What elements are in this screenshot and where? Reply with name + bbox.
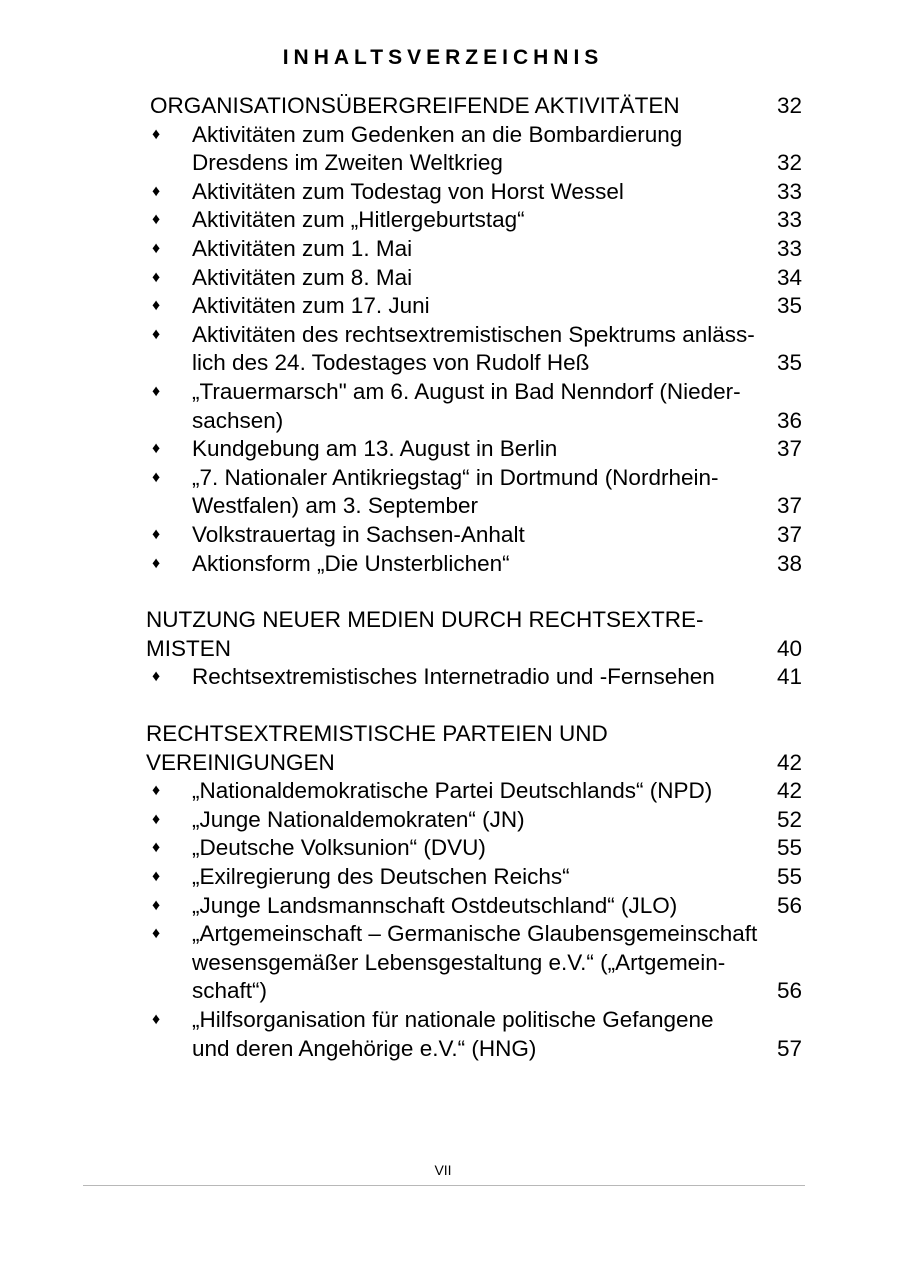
toc-entry-text: Aktivitäten zum Todestag von Horst Wessel: [192, 178, 624, 204]
toc-entry-text: „Exilregierung des Deutschen Reichs“: [192, 864, 570, 889]
toc-entry-text: lich des 24. Todestages von Rudolf Heß: [192, 350, 590, 376]
bullet-icon: ♦: [152, 782, 161, 800]
toc-entry-page-number: 32: [776, 150, 802, 176]
toc-entry-text: schaft“): [192, 978, 268, 1004]
toc-entry-text: Aktivitäten zum 17. Juni: [192, 293, 430, 319]
toc-entry-page-number: 52: [776, 806, 802, 832]
bullet-icon: ♦: [152, 125, 161, 143]
bullet-icon: ♦: [152, 268, 161, 286]
toc-entry-page-number: 33: [776, 236, 802, 261]
toc-entry-page-number: 42: [776, 778, 802, 804]
toc-entry-page-number: 56: [776, 978, 802, 1004]
toc-entry-text: Westfalen) am 3. September: [192, 493, 478, 519]
toc-entry-page-number: 38: [776, 550, 802, 576]
toc-entry-page-number: 55: [776, 864, 802, 889]
toc-entry-text: Volkstrauertag in Sachsen-Anhalt: [192, 522, 525, 547]
bullet-icon: ♦: [152, 440, 161, 458]
bullet-icon: ♦: [152, 839, 161, 857]
toc-entry-text: wesensgemäßer Lebensgestaltung e.V.“ („Artgemein-: [192, 949, 726, 975]
toc-entry-page-number: 37: [776, 436, 802, 462]
toc-entry-text: Aktionsform „Die Unsterblichen“: [192, 550, 510, 576]
toc-entry-page-number: 33: [776, 207, 802, 233]
toc-entry-text: Kundgebung am 13. August in Berlin: [192, 436, 558, 462]
section-page-number: 42: [776, 749, 802, 775]
bullet-icon: ♦: [152, 383, 161, 400]
toc-entry-text: Aktivitäten des rechtsextremistischen Spektrums anläss-: [192, 321, 755, 347]
toc-entry-text: „Nationaldemokratische Partei Deutschlands“ (NPD): [192, 778, 713, 804]
toc-entry-text: Aktivitäten zum „Hitlergeburtstag“: [192, 207, 525, 233]
toc-entry-text: „Artgemeinschaft – Germanische Glaubensgemeinschaft: [192, 921, 758, 947]
section-page-number: 32: [776, 93, 802, 118]
section-heading: MISTEN: [146, 635, 232, 661]
toc-entry-text: Rechtsextremistisches Internetradio und -Fernsehen: [192, 664, 715, 690]
section-page-number: 40: [776, 635, 802, 661]
toc-entry-text: Aktivitäten zum Gedenken an die Bombardierung: [192, 121, 683, 147]
toc-entry-page-number: 41: [776, 664, 802, 690]
toc-entry-text: „Trauermarsch" am 6. August in Bad Nenndorf (Nieder-: [192, 379, 741, 404]
toc-entry-text: „Junge Nationaldemokraten“ (JN): [192, 806, 525, 832]
bullet-icon: ♦: [152, 211, 161, 229]
bullet-icon: ♦: [152, 240, 161, 257]
toc-entry-page-number: 55: [776, 835, 802, 861]
toc-entry-text: „Junge Landsmannschaft Ostdeutschland“ (JLO): [192, 892, 678, 918]
footer-page-number: VII: [434, 1162, 452, 1178]
bullet-icon: ♦: [152, 526, 161, 543]
bullet-icon: ♦: [152, 554, 161, 572]
toc-entry-page-number: 33: [776, 178, 802, 204]
bullet-icon: ♦: [152, 468, 161, 486]
toc-entry-page-number: 37: [776, 522, 802, 547]
bullet-icon: ♦: [152, 810, 161, 828]
section-heading: VEREINIGUNGEN: [146, 749, 335, 775]
toc-entry-page-number: 34: [776, 264, 802, 290]
page-title: INHALTSVERZEICHNIS: [282, 46, 604, 69]
bullet-icon: ♦: [152, 297, 161, 315]
bullet-icon: ♦: [152, 925, 161, 943]
bullet-icon: ♦: [152, 1011, 161, 1028]
bullet-icon: ♦: [152, 868, 161, 885]
bullet-icon: ♦: [152, 668, 161, 686]
toc-entry-page-number: 35: [776, 293, 802, 319]
toc-entry-page-number: 37: [776, 493, 802, 519]
bullet-icon: ♦: [152, 896, 161, 914]
toc-entry-text: sachsen): [192, 407, 284, 433]
toc-entry-text: und deren Angehörige e.V.“ (HNG): [192, 1035, 537, 1061]
toc-entry-text: Aktivitäten zum 1. Mai: [192, 236, 413, 261]
toc-entry-text: „Hilfsorganisation für nationale politische Gefangene: [192, 1007, 714, 1032]
toc-entry-text: „7. Nationaler Antikriegstag“ in Dortmund (Nordrhein-: [192, 464, 719, 490]
toc-entry-text: Dresdens im Zweiten Weltkrieg: [192, 150, 503, 176]
toc-entry-page-number: 36: [776, 407, 802, 433]
section-heading: ORGANISATIONSÜBERGREIFENDE AKTIVITÄTEN: [150, 93, 680, 118]
section-heading: RECHTSEXTREMISTISCHE PARTEIEN UND: [146, 721, 608, 746]
toc-entry-text: Aktivitäten zum 8. Mai: [192, 264, 413, 290]
toc-entry-page-number: 35: [776, 350, 802, 376]
footer-divider: [83, 1185, 805, 1186]
toc-entry-text: „Deutsche Volksunion“ (DVU): [192, 835, 486, 861]
section-heading: NUTZUNG NEUER MEDIEN DURCH RECHTSEXTRE-: [146, 607, 704, 633]
toc-entry-page-number: 57: [776, 1035, 802, 1061]
toc-entry-page-number: 56: [776, 892, 802, 918]
bullet-icon: ♦: [152, 182, 161, 200]
bullet-icon: ♦: [152, 325, 161, 343]
